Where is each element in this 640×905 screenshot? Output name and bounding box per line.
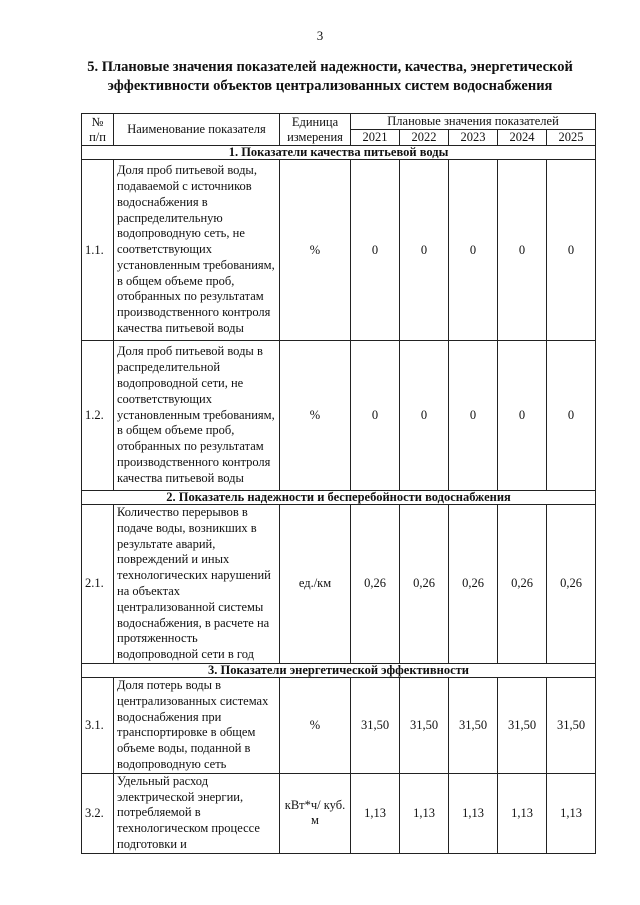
row-name: Удельный расход электрической энергии, потребляемой в технологическом процессе подготовки и (114, 773, 280, 853)
col-header-plan: Плановые значения показателей (351, 114, 596, 130)
row-value: 0 (449, 341, 498, 491)
row-value: 0,26 (351, 505, 400, 664)
section-row (82, 491, 596, 505)
row-value: 0,26 (449, 505, 498, 664)
row-num: 1.1. (82, 160, 114, 341)
row-value: 0 (547, 341, 596, 491)
row-num: 1.2. (82, 341, 114, 491)
col-header-unit (280, 114, 351, 146)
row-value: 1,13 (498, 773, 547, 853)
row-value: 0,26 (400, 505, 449, 664)
year-header: 2021 (351, 130, 400, 146)
row-value: 31,50 (547, 677, 596, 773)
row-unit: кВт*ч/ куб. м (280, 773, 351, 853)
row-name: Доля проб питьевой воды в распределительной водопроводной сети, не соответствующих установленным требованиям, в общем объеме проб, отобранных по результатам производственного контроля качества питьевой воды (114, 341, 280, 491)
year-header: 2022 (400, 130, 449, 146)
row-value: 0,26 (498, 505, 547, 664)
indicators-table (81, 113, 596, 854)
row-unit: % (280, 341, 351, 491)
row-value: 0 (351, 341, 400, 491)
table-row (82, 677, 596, 773)
row-value: 0 (449, 160, 498, 341)
row-value: 0 (498, 160, 547, 341)
col-header-unit-line1: Единица (291, 114, 339, 129)
row-value: 0 (400, 341, 449, 491)
row-unit: % (280, 160, 351, 341)
table-row (82, 341, 596, 491)
row-value: 0 (400, 160, 449, 341)
row-value: 0,26 (547, 505, 596, 664)
section-title: 2. Показатель надежности и бесперебойности водоснабжения (82, 491, 596, 505)
row-value: 1,13 (400, 773, 449, 853)
row-value: 31,50 (400, 677, 449, 773)
row-unit: % (280, 677, 351, 773)
row-name: Количество перерывов в подаче воды, возникших в результате аварий, повреждений и иных технологических нарушений на объектах централизованной системы водоснабжения, в расчете на протяженность водопроводной сети в год (114, 505, 280, 664)
row-value: 1,13 (449, 773, 498, 853)
table-row (82, 505, 596, 664)
year-header: 2023 (449, 130, 498, 146)
row-value: 1,13 (351, 773, 400, 853)
row-value: 31,50 (498, 677, 547, 773)
row-value: 0 (498, 341, 547, 491)
col-header-num-line1: № (91, 114, 104, 129)
col-header-num (82, 114, 114, 146)
col-header-unit-line2: измерения (287, 129, 343, 144)
section-row (82, 146, 596, 160)
row-value: 0 (351, 160, 400, 341)
row-value: 31,50 (449, 677, 498, 773)
row-unit: ед./км (280, 505, 351, 664)
year-header: 2025 (547, 130, 596, 146)
page-number: 3 (316, 28, 324, 43)
section-title: 3. Показатели энергетической эффективности (82, 663, 596, 677)
year-header: 2024 (498, 130, 547, 146)
row-value: 1,13 (547, 773, 596, 853)
row-name: Доля проб питьевой воды, подаваемой с источников водоснабжения в распределительную водопроводную сеть, не соответствующих установленным требованиям, в общем объеме проб, отобранных по результатам производственного контроля качества питьевой воды (114, 160, 280, 341)
section-title: 1. Показатели качества питьевой воды (82, 146, 596, 160)
row-num: 3.1. (82, 677, 114, 773)
row-num: 3.2. (82, 773, 114, 853)
row-name: Доля потерь воды в централизованных системах водоснабжения при транспортировке в общем объеме воды, поданной в водопроводную сеть (114, 677, 280, 773)
title-line-2: эффективности объектов централизованных систем водоснабжения (107, 78, 553, 94)
row-value: 31,50 (351, 677, 400, 773)
section-row (82, 663, 596, 677)
row-value: 0 (547, 160, 596, 341)
col-header-name: Наименование показателя (114, 114, 280, 146)
col-header-num-line2: п/п (89, 129, 106, 144)
row-num: 2.1. (82, 505, 114, 664)
table-row (82, 160, 596, 341)
document-title (70, 58, 590, 96)
table-row (82, 773, 596, 853)
title-line-1: 5. Плановые значения показателей надежности, качества, энергетической (87, 59, 573, 75)
